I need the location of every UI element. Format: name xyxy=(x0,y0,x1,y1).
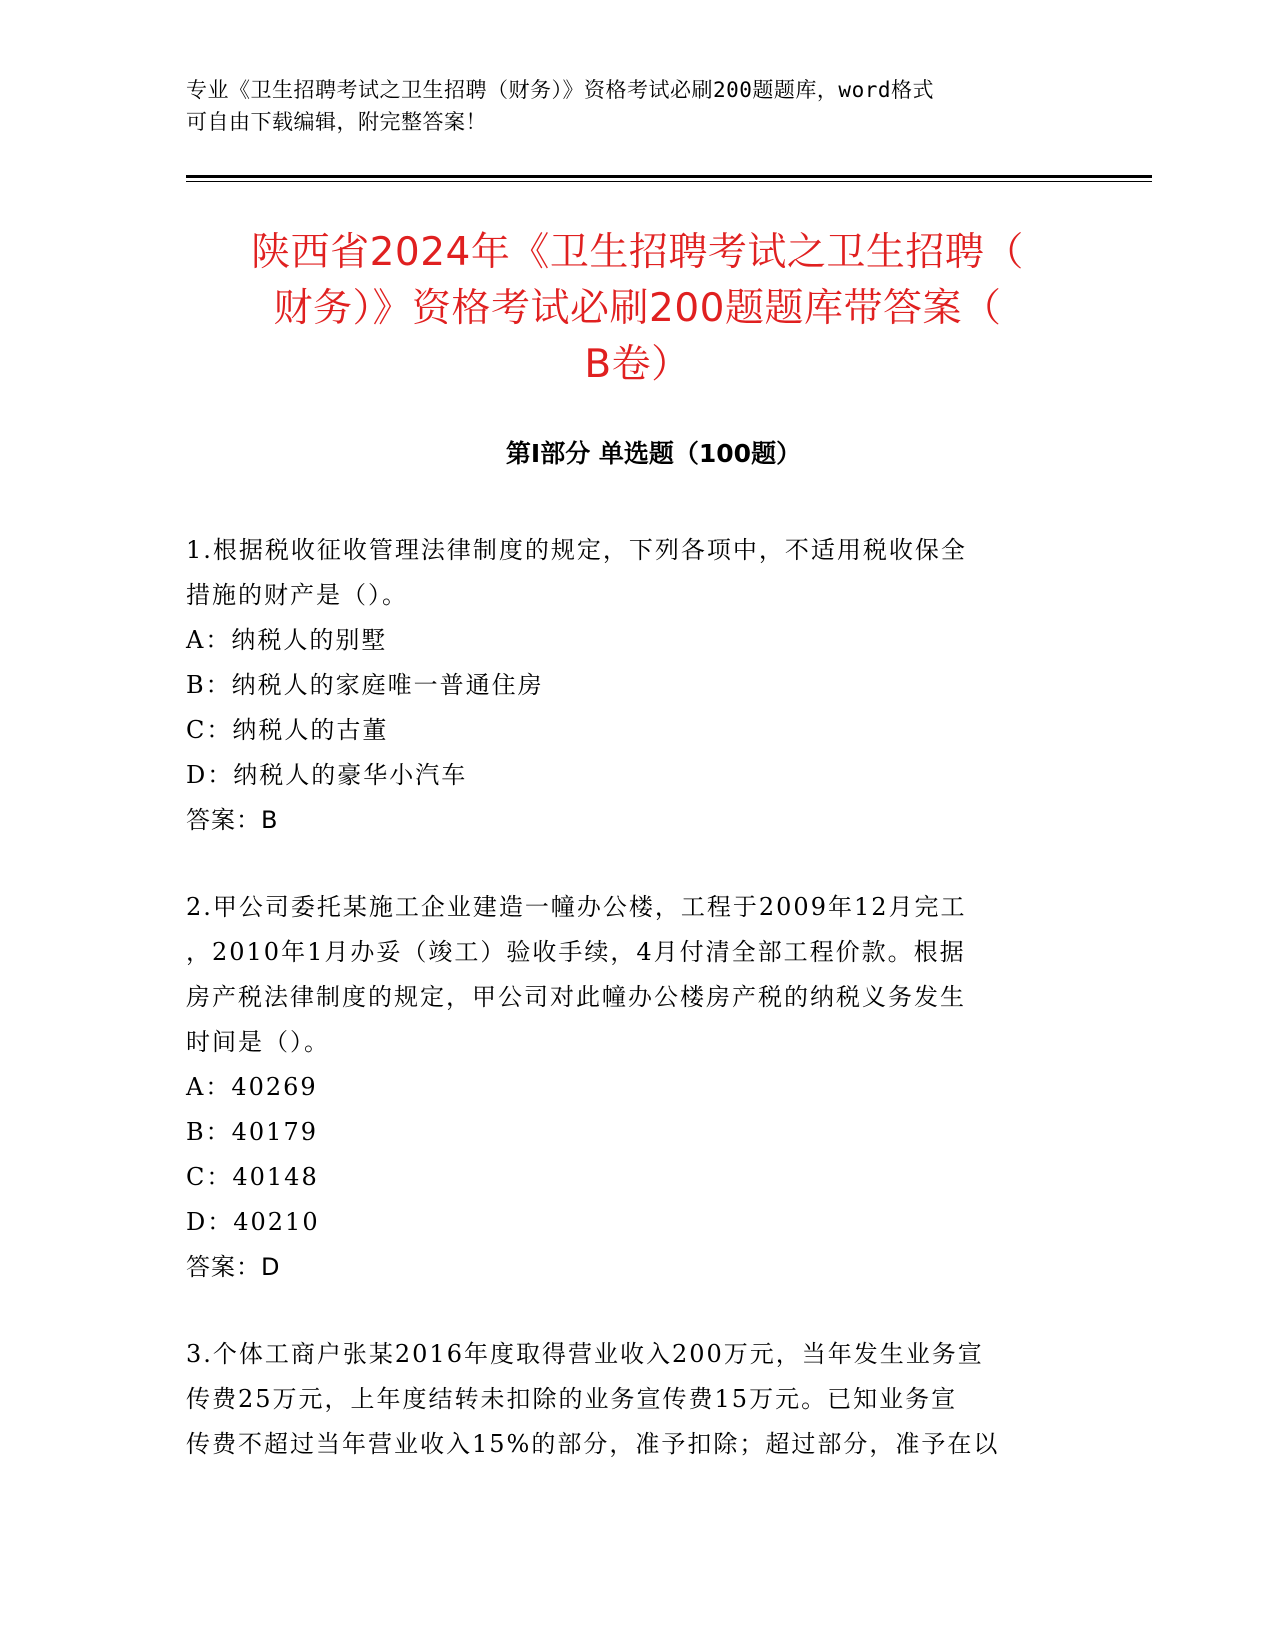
header-note-line: 可自由下载编辑，附完整答案！ xyxy=(186,110,487,134)
question-option: A：纳税人的别墅 xyxy=(186,626,388,654)
question-item xyxy=(186,885,1101,1290)
question-stem-line: 房产税法律制度的规定，甲公司对此幢办公楼房产税的纳税义务发生 xyxy=(186,983,966,1011)
question-option: B：纳税人的家庭唯一普通住房 xyxy=(186,671,544,699)
question-stem-line: 传费25万元，上年度结转未扣除的业务宣传费15万元。已知业务宣 xyxy=(186,1385,958,1413)
header-note-line: 专业《卫生招聘考试之卫生招聘（财务）》资格考试必刷200题题库，word格式 xyxy=(186,78,934,102)
title-line: B卷） xyxy=(584,342,691,387)
question-item xyxy=(186,528,1101,843)
title-line: 财务）》资格考试必刷200题题库带答案（ xyxy=(273,286,1002,331)
question-stem-line: 2.甲公司委托某施工企业建造一幢办公楼，工程于2009年12月完工 xyxy=(186,893,967,921)
question-stem-line: 时间是（）。 xyxy=(186,1028,330,1056)
question-option: D：40210 xyxy=(186,1208,320,1236)
header-note xyxy=(186,74,1086,138)
question-option: C：纳税人的古董 xyxy=(186,716,389,744)
question-option: C：40148 xyxy=(186,1163,319,1191)
question-stem-line: 措施的财产是（）。 xyxy=(186,581,408,609)
question-list xyxy=(186,528,1101,1509)
question-stem-line: 传费不超过当年营业收入15%的部分，准予扣除；超过部分，准予在以 xyxy=(186,1430,1000,1458)
header-divider-thick xyxy=(186,175,1152,178)
question-stem-line: 3.个体工商户张某2016年度取得营业收入200万元，当年发生业务宣 xyxy=(186,1340,984,1368)
question-option: B：40179 xyxy=(186,1118,318,1146)
title-line: 陕西省2024年《卫生招聘考试之卫生招聘（ xyxy=(251,230,1024,275)
question-option: A：40269 xyxy=(186,1073,318,1101)
question-answer: 答案：B xyxy=(186,806,279,834)
question-answer: 答案：D xyxy=(186,1253,281,1281)
question-stem-line: ，2010年1月办妥（竣工）验收手续，4月付清全部工程价款。根据 xyxy=(186,938,966,966)
question-stem-line: 1.根据税收征收管理法律制度的规定，下列各项中，不适用税收保全 xyxy=(186,536,967,564)
question-item xyxy=(186,1332,1101,1467)
question-option: D：纳税人的豪华小汽车 xyxy=(186,761,468,789)
document-title xyxy=(170,225,1105,393)
section-heading: 第Ⅰ部分 单选题（100题） xyxy=(505,439,802,468)
header-divider-thin xyxy=(186,181,1152,182)
